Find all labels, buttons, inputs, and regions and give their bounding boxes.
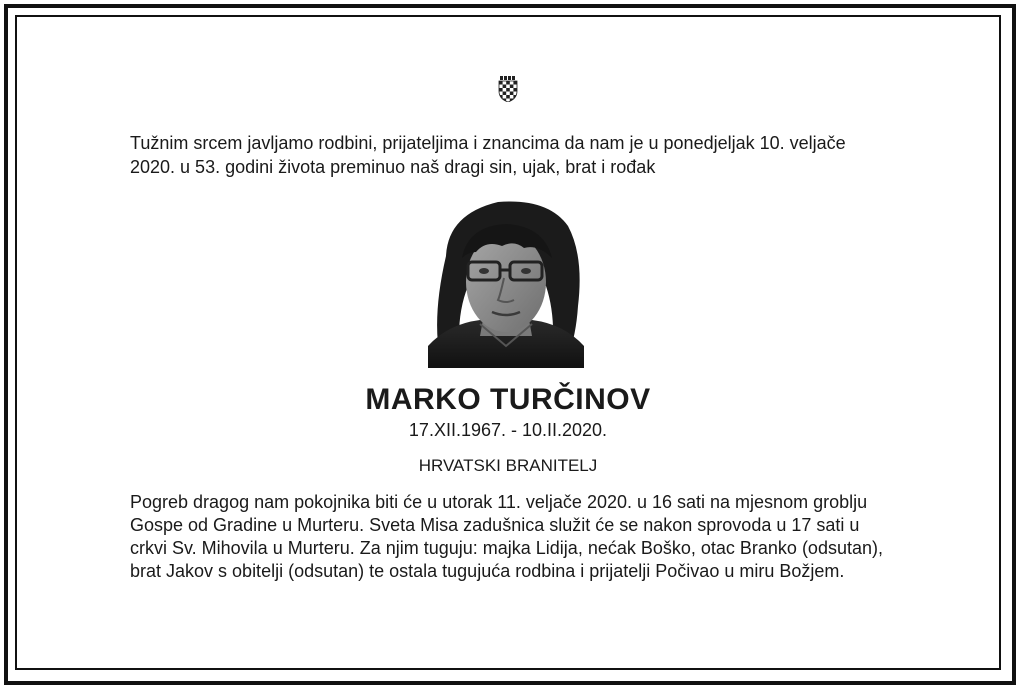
life-dates: 17.XII.1967. - 10.II.2020. <box>408 420 608 440</box>
portrait-photo <box>428 196 584 368</box>
deceased-name: MARKO TURČINOV <box>365 383 651 416</box>
funeral-details-text: Pogreb dragog nam pokojnika biti će u utorak 11. veljače 2020. u 16 sati na mjesnom groblju Gospe od Gradine u Murteru. Sveta Misa zadušnica služit će se nakon sprovoda u 17 sati u crkvi Sv. Mihovila u Murteru. Za njim tuguju: majka Lidija, nećak Boško, otac Branko (odsutan), brat Jakov s obitelji (odsutan) te ostala tugujuća rodbina i prijatelji Počivao u miru Božjem. <box>130 492 883 581</box>
deceased-title: HRVATSKI BRANITELJ <box>418 456 598 475</box>
intro-text: Tužnim srcem javljamo rodbini, prijateljima i znancima da nam je u ponedjeljak 10. veljače 2020. u 53. godini života preminuo naš dragi sin, ujak, brat i rođak <box>130 133 846 177</box>
croatian-coat-of-arms-icon <box>498 76 518 102</box>
